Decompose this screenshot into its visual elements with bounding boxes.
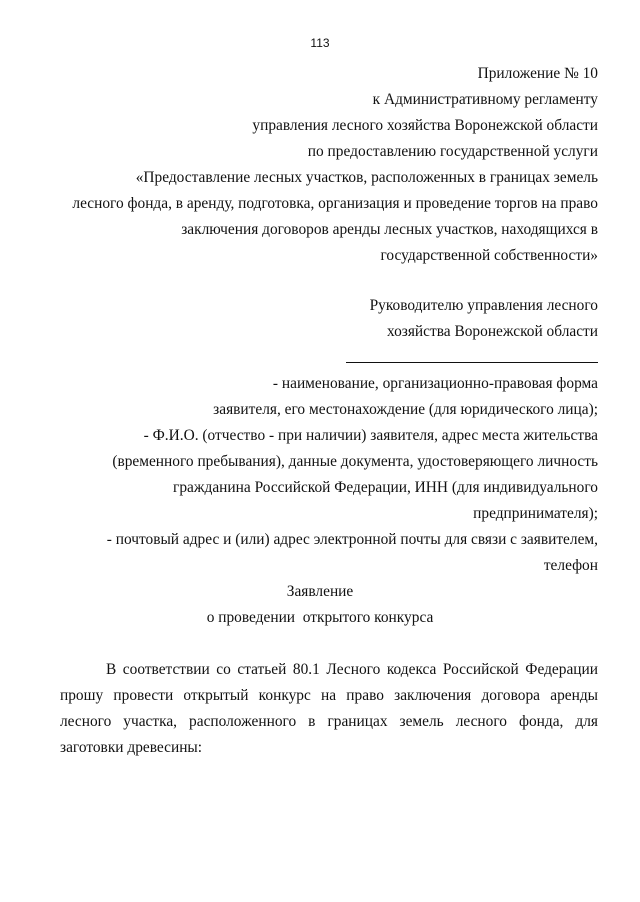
body-line: прошу провести открытый конкурс на право заключения договора аренды: [60, 687, 598, 704]
appendix-line: государственной собственности»: [380, 247, 598, 264]
body-line: заготовки древесины:: [60, 739, 203, 756]
applicant-hint-line: - Ф.И.О. (отчество - при наличии) заявителя, адрес места жительства: [143, 427, 598, 444]
appendix-line: заключения договоров аренды лесных участков, находящихся в: [181, 221, 598, 238]
blank-fill-line: [346, 362, 598, 363]
applicant-hint-line: (временного пребывания), данные документа, удостоверяющего личность: [112, 453, 598, 470]
applicant-hint-line: предпринимателя);: [473, 505, 598, 522]
addressee-line: хозяйства Воронежской области: [386, 323, 598, 340]
document-title: Заявление: [286, 583, 354, 600]
appendix-line: по предоставлению государственной услуги: [307, 143, 598, 160]
appendix-line: управления лесного хозяйства Воронежской области: [252, 117, 598, 134]
document-subtitle: о проведении открытого конкурса: [206, 609, 434, 626]
applicant-hint-line: телефон: [543, 557, 598, 574]
applicant-hint-line: заявителя, его местонахождение (для юридического лица);: [213, 401, 598, 418]
applicant-hint-line: - почтовый адрес и (или) адрес электронной почты для связи с заявителем,: [106, 531, 598, 548]
appendix-line: лесного фонда, в аренду, подготовка, организация и проведение торгов на право: [72, 195, 598, 212]
applicant-hint-line: гражданина Российской Федерации, ИНН (для индивидуального: [173, 479, 598, 496]
body-line: лесного участка, расположенного в границах земель лесного фонда, для: [60, 713, 598, 730]
appendix-line: к Административному регламенту: [372, 91, 598, 108]
addressee-line: Руководителю управления лесного: [369, 297, 598, 314]
page-number: 113: [310, 36, 330, 50]
appendix-line: Приложение № 10: [477, 65, 598, 82]
body-line: В соответствии со статьей 80.1 Лесного кодекса Российской Федерации: [106, 661, 598, 678]
applicant-hint-line: - наименование, организационно-правовая форма: [272, 375, 598, 392]
appendix-line: «Предоставление лесных участков, расположенных в границах земель: [135, 169, 598, 186]
